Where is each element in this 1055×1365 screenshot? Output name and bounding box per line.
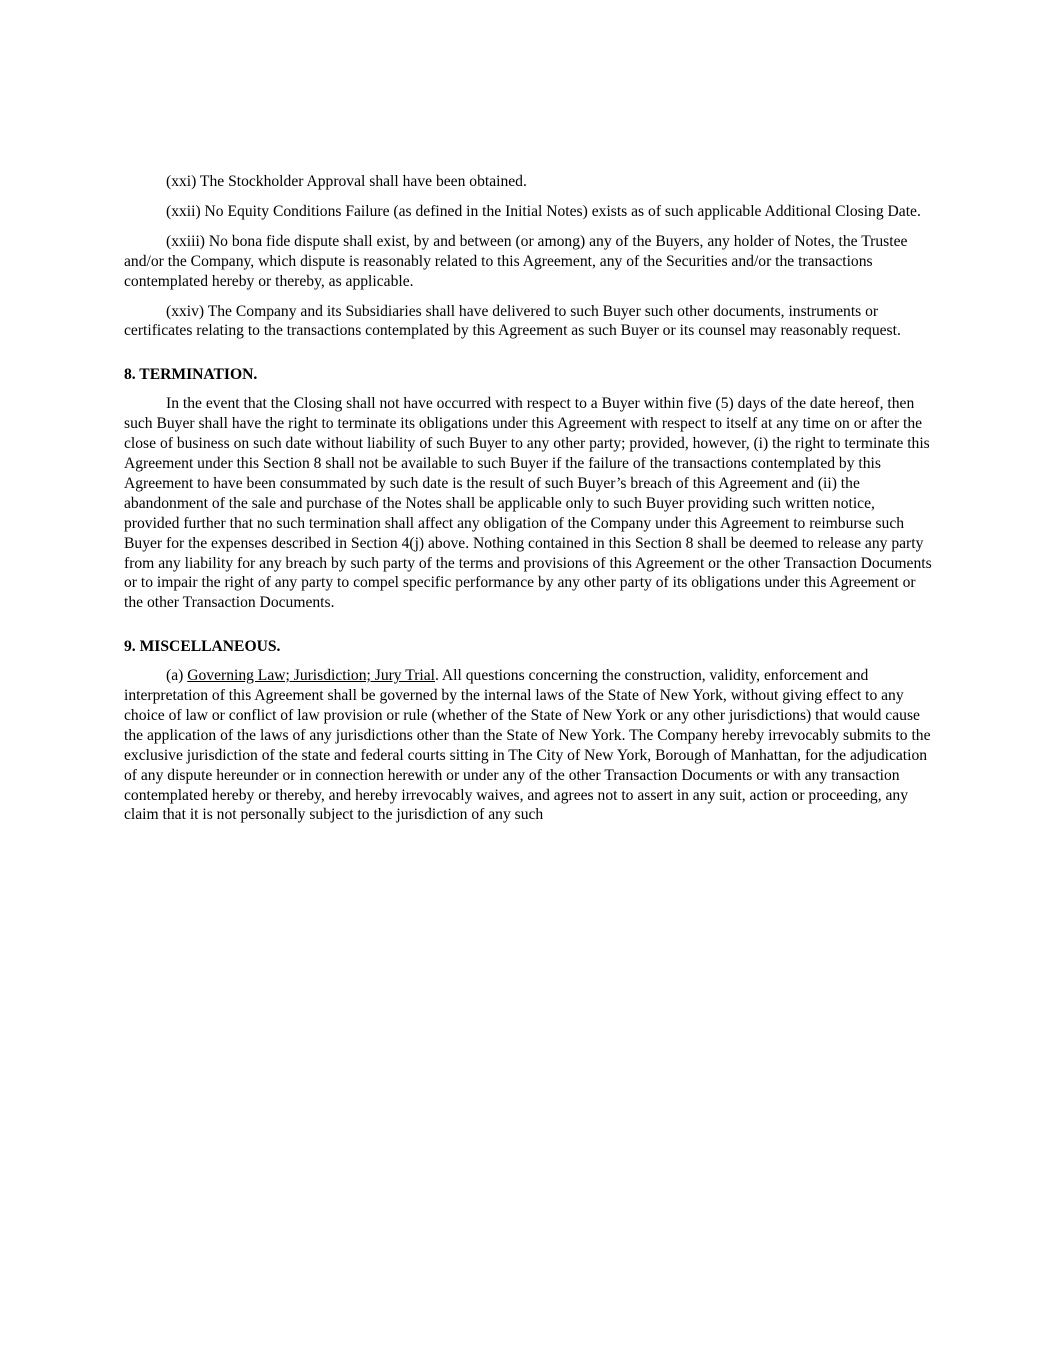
clause-xxii: (xxii) No Equity Conditions Failure (as defined in the Initial Notes) exists as of such applicable Additional Closing Date.	[166, 202, 921, 220]
section-9a-title: Governing Law; Jurisdiction; Jury Trial	[187, 667, 435, 685]
document-page	[124, 172, 932, 835]
section-9-heading: 9. MISCELLANEOUS.	[124, 638, 281, 656]
clause-xxiv: (xxiv) The Company and its Subsidiaries shall have delivered to such Buyer such other documents, instruments or certificates relating to the transactions contemplated by this Agreement as such Buyer or its counsel may reasonably request.	[124, 302, 901, 340]
clause-xxi: (xxi) The Stockholder Approval shall have been obtained.	[166, 173, 527, 190]
section-9a-paragraph	[124, 666, 932, 825]
section-9a-body: . All questions concerning the construction, validity, enforcement and interpretation of this Agreement shall be governed by the internal laws of the State of New York, without giving effect to any choice of law or conflict of law provision or rule (whether of the State of New York or any other jurisdictions) that would cause the application of the laws of any jurisdictions other than the State of New York. The Company hereby irrevocably submits to the exclusive jurisdiction of the state and federal courts sitting in The City of New York, Borough of Manhattan, for the adjudication of any dispute hereunder or in connection herewith or under any of the other Transaction Documents or with any transaction contemplated hereby or thereby, and hereby irrevocably waives, and agrees not to assert in any suit, action or proceeding, any claim that it is not personally subject to the jurisdiction of any such	[124, 667, 931, 824]
clause-xxiii: (xxiii) No bona fide dispute shall exist, by and between (or among) any of the Buyers, any holder of Notes, the Trustee and/or the Company, which dispute is reasonably related to this Agreement, any of the Securities and/or the transactions contemplated hereby or thereby, as applicable.	[124, 232, 908, 290]
section-9a-prefix: (a)	[166, 667, 188, 685]
section-8-heading: 8. TERMINATION.	[124, 366, 258, 384]
section-8-body: In the event that the Closing shall not have occurred with respect to a Buyer within five (5) days of the date hereof, then such Buyer shall have the right to terminate its obligations under this Agreement with respect to itself at any time on or after the close of business on such date without liability of such Buyer to any other party; provided, however, (i) the right to terminate this Agreement under this Section 8 shall not be available to such Buyer if the failure of the transactions contemplated by this Agreement to have been consummated by such date is the result of such Buyer’s breach of this Agreement and (ii) the abandonment of the sale and purchase of the Notes shall be applicable only to such Buyer providing such written notice, provided further that no such termination shall affect any obligation of the Company under this Agreement to reimburse such Buyer for the expenses described in Section 4(j) above. Nothing contained in this Section 8 shall be deemed to release any party from any liability for any breach by such party of the terms and provisions of this Agreement or the other Transaction Documents or to impair the right of any party to compel specific performance by any other party of its obligations under this Agreement or the other Transaction Documents.	[124, 395, 932, 612]
